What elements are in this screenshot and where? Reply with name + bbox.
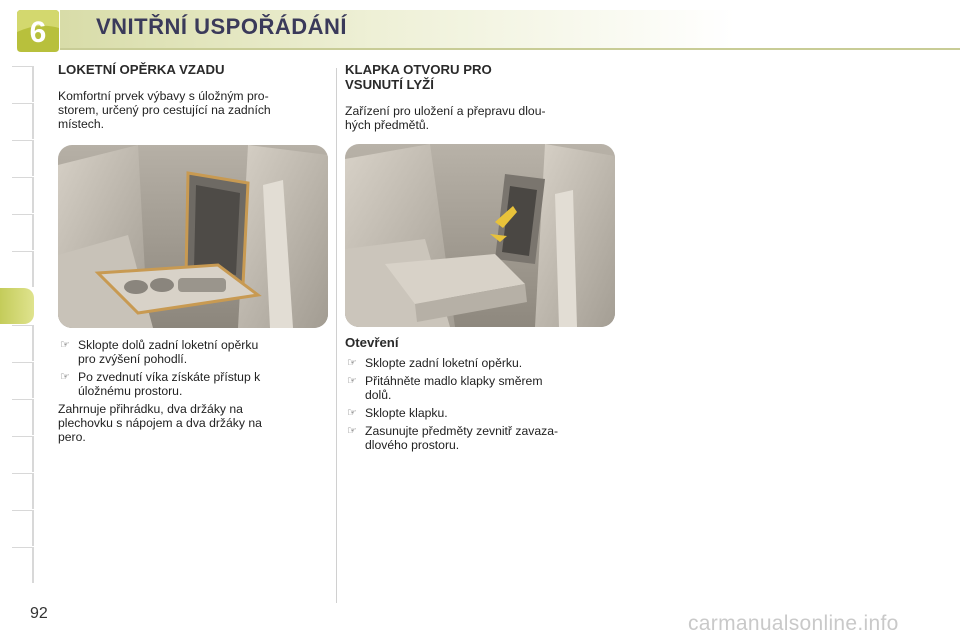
armrest-note: Zahrnuje přihrádku, dva držáky na plechovku s nápojem a dva držáky na pero. (58, 402, 262, 444)
list-item: ☞ Přitáhněte madlo klapky směrem dolů. (347, 374, 543, 402)
chapter-tab[interactable] (0, 66, 34, 102)
armrest-photo (58, 145, 328, 328)
list-item: ☞ Sklopte klapku. (347, 406, 448, 420)
left-column (58, 62, 328, 444)
ski-hatch-steps (345, 356, 615, 452)
chapter-tab[interactable] (0, 214, 34, 250)
pointing-hand-icon: ☞ (347, 407, 357, 419)
ski-hatch-intro: Zařízení pro uložení a přepravu dlou- hých předmětů. (345, 104, 546, 132)
section-heading-ski-hatch: KLAPKA OTVORU PRO VSUNUTÍ LYŽÍ (345, 62, 492, 92)
section-heading-armrest: LOKETNÍ OPĚRKA VZADU (58, 62, 225, 77)
column-divider (336, 68, 337, 603)
pointing-hand-icon: ☞ (60, 371, 70, 383)
chapter-title: VNITŘNÍ USPOŘÁDÁNÍ (96, 14, 348, 39)
chapter-number: 6 (29, 16, 47, 49)
armrest-intro: Komfortní prvek výbavy s úložným pro- storem, určený pro cestující na zadních místech. (58, 89, 271, 131)
pointing-hand-icon: ☞ (60, 339, 70, 351)
list-item: ☞ Zasunujte předměty zevnitř zavaza- dlového prostoru. (347, 424, 559, 452)
right-column (345, 62, 615, 452)
chapter-tab[interactable] (0, 473, 34, 509)
chapter-tab[interactable] (0, 547, 34, 583)
pointing-hand-icon: ☞ (347, 425, 357, 437)
chapter-tab[interactable] (0, 362, 34, 398)
list-item: ☞ Sklopte dolů zadní loketní opěrku pro zvýšení pohodlí. (60, 338, 259, 366)
chapter-badge (15, 8, 61, 54)
header-rule (60, 48, 960, 50)
chapter-tab-active[interactable] (0, 288, 34, 324)
pointing-hand-icon: ☞ (347, 357, 357, 369)
list-item: ☞ Po zvednutí víka získáte přístup k úložnému prostoru. (60, 370, 261, 398)
chapter-tab[interactable] (0, 103, 34, 139)
chapter-tab[interactable] (0, 325, 34, 361)
armrest-steps (58, 338, 328, 398)
chapter-tab[interactable] (0, 177, 34, 213)
chapter-tab[interactable] (0, 251, 34, 287)
list-item: ☞ Sklopte zadní loketní opěrku. (347, 356, 523, 370)
watermark: carmanualsonline.info (688, 612, 899, 635)
page-number: 92 (30, 605, 48, 622)
chapter-tab[interactable] (0, 140, 34, 176)
chapter-tab[interactable] (0, 436, 34, 472)
chapter-tab[interactable] (0, 510, 34, 546)
subheading-opening: Otevření (345, 335, 399, 350)
ski-hatch-photo (345, 144, 615, 327)
chapter-tab[interactable] (0, 399, 34, 435)
pointing-hand-icon: ☞ (347, 375, 357, 387)
chapter-tabs (0, 66, 34, 576)
